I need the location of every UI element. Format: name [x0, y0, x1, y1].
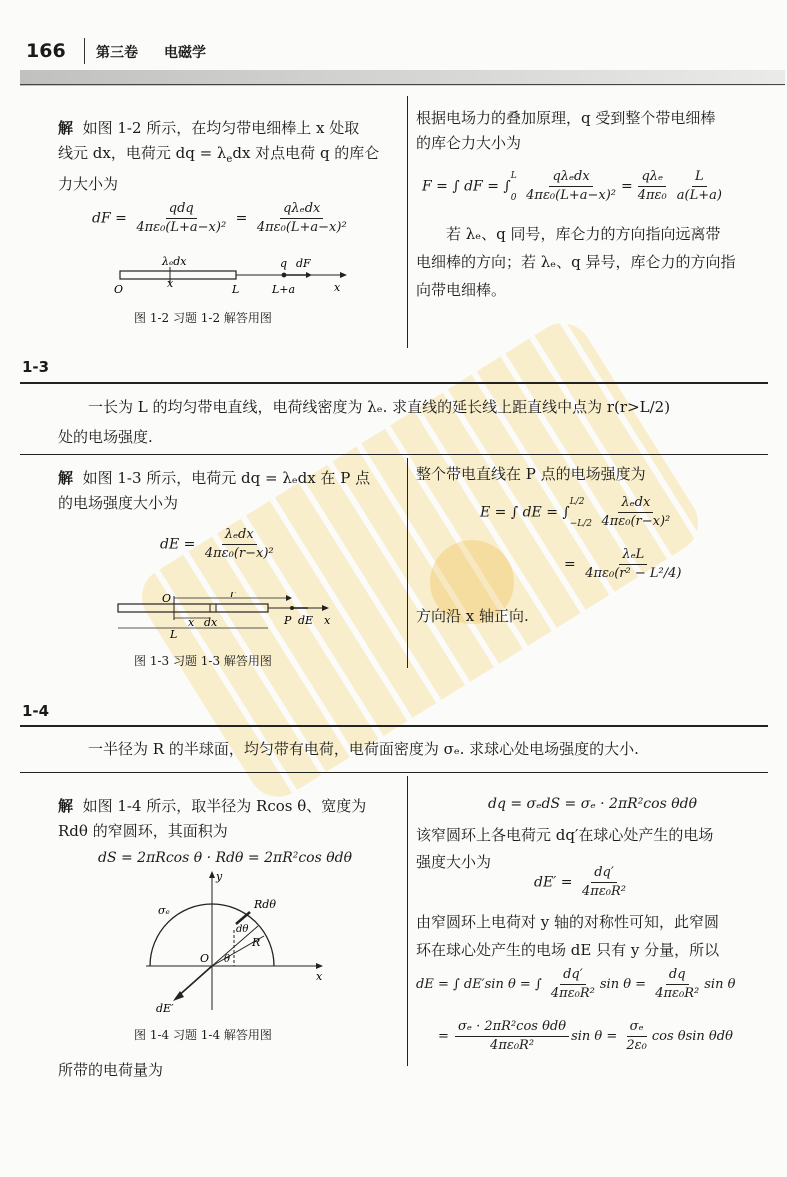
p13-r-f2-den: 4πε₀(r² − L²/4) [585, 566, 682, 581]
s12-r-eq-lhs: F = ∫ dF = ∫ [422, 178, 511, 195]
s12-right-equation: F = ∫ dF = ∫ L 0 $\frac{\text{qλₑdx}}{\text{4πε₀(L+a−x)²}}$ = $\frac{\text{qλₑ}}{\text{4πε₀}}$ $\frac{L}{a(L+a)}$ [422, 168, 727, 205]
s12-caption: 图 1-2 习题 1-2 解答用图 [134, 311, 272, 325]
p14-r-eq4-lhs: = [438, 1029, 449, 1044]
s12-jie-label: 解 [58, 119, 74, 137]
s12-right-para-3: 向带电细棒。 [416, 281, 507, 299]
p13-fig-xaxis: x [324, 614, 331, 627]
p13-r-eq-lhs: E = ∫ dE = ∫ [480, 504, 570, 521]
s12-left-line2-tail: dx 对点电荷 q 的库仑 [232, 144, 380, 162]
p14-right-eq2 [534, 864, 631, 901]
p14-fig-dtheta: dθ [236, 924, 249, 935]
p13-fig-P: P [284, 614, 292, 627]
s12-fig-La: L+a [272, 283, 296, 296]
s12-r-f1-num: qλₑdx [549, 168, 592, 187]
p13-problem-line2: 处的电场强度. [58, 428, 153, 446]
s12-eq-f1-den: 4πε₀(L+a−x)² [136, 220, 227, 235]
s12-r-f3-num: L [692, 168, 707, 187]
p14-area-equation: dS = 2πRcos θ · Rdθ = 2πR²cos θdθ [98, 850, 353, 866]
p14-right-b-1: 由窄圆环上电荷对 y 轴的对称性可知，此窄圆 [416, 913, 720, 931]
p13-right-text: 整个带电直线在 P 点的电场强度为 [416, 465, 646, 483]
p14-rule-bottom [20, 772, 768, 773]
p13-eq-den: 4πε₀(r−x)² [204, 546, 274, 561]
s12-right-para-2: 电细棒的方向；若 λₑ、q 异号，库仑力的方向指 [416, 253, 736, 271]
p14-r-eq2-lhs: dE′ = [534, 874, 573, 891]
s12-r-f2-num: qλₑ [638, 168, 666, 187]
p14-r-eq2-num: dq′ [591, 864, 617, 883]
p14-r-eq3-lhs: dE = ∫ dE′sin θ = ∫ [416, 977, 542, 992]
s12-r-f3-den: a(L+a) [676, 188, 722, 203]
p13-column-divider [407, 458, 408, 668]
p14-r-eq4-f1-den: 4πε₀R² [490, 1038, 535, 1053]
header-underline [20, 84, 785, 85]
s12-left-line1: 如图 1-2 所示，在均匀带电细棒上 x 处取 [82, 119, 360, 137]
p14-r-eq4-mid: sin θ = [571, 1029, 618, 1044]
p13-problem-line1: 一长为 L 的均匀带电直线，电荷线密度为 λₑ. 求直线的延长线上距直线中点为 r(r>L/2) [88, 398, 671, 416]
p14-right-eq3 [416, 966, 735, 1003]
p13-fig-L: L [170, 628, 178, 640]
s12-fig-xaxis: x [334, 281, 341, 294]
p13-problem [58, 392, 768, 452]
p13-figure [112, 592, 342, 640]
s12-right-para [416, 220, 776, 304]
s12-left-line2: 线元 dx，电荷元 dq = λ [58, 144, 227, 162]
s12-figure [110, 255, 350, 301]
p13-r-f1-den: 4πε₀(r−x)² [601, 514, 671, 529]
p14-left-text [58, 794, 403, 844]
p14-left-line2: Rdθ 的窄圆环，其面积为 [58, 822, 228, 840]
p14-problem: 一半径为 R 的半球面，均匀带有电荷，电荷面密度为 σₑ. 求球心处电场强度的大小. [88, 740, 639, 758]
p13-fig-dx: dx [204, 616, 218, 629]
p13-left-line2: 的电场强度大小为 [58, 494, 179, 512]
p13-jie-label: 解 [58, 469, 74, 487]
s12-r-f2-den: 4πε₀ [637, 188, 667, 203]
s12-r-f1-den: 4πε₀(L+a−x)² [526, 188, 616, 203]
p14-figure [140, 870, 340, 1020]
p14-r-eq4-f1-num: σₑ · 2πR²cos θdθ [455, 1018, 569, 1037]
s12-r-lim-lo: 0 [510, 192, 517, 203]
s12-fig-dF: dF [296, 257, 311, 270]
s12-left-text: 解 如图 1-2 所示，在均匀带电细棒上 x 处取 线元 dx，电荷元 dq = $\lambda_edx$ 对点电荷 q 的库仑 力大小为 [58, 116, 403, 197]
p13-right-eq2 [564, 546, 686, 583]
p14-fig-sigma: σₑ [158, 904, 170, 917]
s12-column-divider [407, 96, 408, 348]
p14-right-eq4 [438, 1018, 733, 1055]
s12-equation: dF = $\frac{\text{qdq}}{\text{4πε₀(L+a−x)²}}$ = $\frac{\text{qλₑdx}}{\text{4πε₀(L+a−x)²}}$ [92, 200, 352, 237]
s12-left-line3: 力大小为 [58, 175, 119, 193]
s12-right-line1: 根据电场力的叠加原理，q 受到整个带电细棒 [416, 109, 716, 127]
p14-column-divider [407, 776, 408, 1066]
p13-eq-num: λₑdx [222, 526, 257, 545]
p14-r-eq4-f2-num: σₑ [627, 1018, 647, 1037]
p14-right-a-1: 该窄圆环上各电荷元 dq′在球心处产生的电场 [416, 826, 714, 844]
p14-left-line1: 如图 1-4 所示，取半径为 Rcos θ、宽度为 [82, 797, 367, 815]
p14-r-eq3-tail: sin θ [704, 977, 736, 992]
header-divider [84, 38, 85, 64]
p14-right-a-2: 强度大小为 [416, 853, 492, 871]
s12-right-text [416, 106, 776, 156]
p14-r-eq3-f2-den: 4πε₀R² [655, 986, 700, 1001]
p14-r-eq3-f1-num: dq′ [560, 966, 586, 985]
p14-r-eq2-den: 4πε₀R² [582, 884, 627, 899]
p13-fig-dE: dE [298, 614, 314, 627]
s12-fig-q: q [280, 257, 288, 270]
p14-fig-dEp: dE′ [156, 1002, 174, 1015]
p13-fig-x: x [188, 616, 195, 629]
p14-fig-x: x [316, 970, 323, 983]
p14-number: 1-4 [22, 702, 50, 720]
s12-fig-x: x [167, 277, 174, 290]
page-number: 166 [26, 40, 66, 62]
s12-fig-O: O [114, 283, 124, 296]
p13-r-f1-num: λₑdx [618, 494, 653, 513]
p13-number: 1-3 [22, 358, 50, 376]
s12-r-lim-up: L [510, 170, 517, 181]
p14-fig-y: y [216, 870, 223, 883]
p13-right-tail: 方向沿 x 轴正向. [416, 607, 529, 625]
s12-axis-arrow [340, 272, 347, 278]
p14-r-eq3-mid: sin θ = [599, 977, 647, 992]
p14-right-eq1: dq = σₑdS = σₑ · 2πR²cos θdθ [488, 796, 698, 812]
p14-right-text-b [416, 908, 776, 964]
p14-fig-theta: θ [224, 954, 231, 965]
s12-eq-lhs: dF = [92, 210, 127, 227]
p14-left-tail: 所带的电荷量为 [58, 1061, 164, 1079]
p13-left-line1: 如图 1-3 所示，电荷元 dq = λₑdx 在 P 点 [82, 469, 371, 487]
p14-rule-top [20, 725, 768, 727]
s12-right-para-1: 若 λₑ、q 同号，库仑力的方向指向远离带 [446, 225, 721, 243]
header-subject: 电磁学 [164, 45, 206, 61]
p13-r-lim-lo: −L/2 [569, 518, 592, 529]
p14-r-eq4-tail: cos θsin θdθ [651, 1029, 733, 1044]
p13-rule-top [20, 382, 768, 384]
s12-right-line2: 的库仑力大小为 [416, 134, 522, 152]
p14-fig-Rdtheta: Rdθ [254, 898, 276, 911]
p14-r-eq4-f2-den: 2ε₀ [626, 1038, 647, 1053]
s12-fig-L: L [232, 283, 240, 296]
s12-rod [120, 271, 236, 279]
s12-eq-f2-num: qλₑdx [280, 200, 323, 219]
s12-eq-f2-den: 4πε₀(L+a−x)² [256, 220, 347, 235]
p14-fig-R: R [252, 936, 261, 949]
s12-eq-f1-num: qdq [166, 200, 197, 219]
p14-fig-O: O [200, 952, 210, 965]
p13-r-eq2-lhs: = [564, 556, 576, 573]
p14-jie-label: 解 [58, 797, 74, 815]
p13-left-text [58, 466, 403, 516]
p13-fig-O: O [162, 592, 172, 605]
p13-right-eq1 [480, 494, 675, 531]
p14-r-eq3-f1-den: 4πε₀R² [550, 986, 595, 1001]
p14-caption: 图 1-4 习题 1-4 解答用图 [134, 1028, 272, 1042]
p14-right-b-2: 环在球心处产生的电场 dE 只有 y 分量，所以 [416, 941, 720, 959]
p13-caption: 图 1-3 习题 1-3 解答用图 [134, 654, 272, 668]
p13-eq-lhs: dE = [160, 536, 196, 553]
header-volume: 第三卷 [96, 45, 138, 61]
p13-fig-r: r [230, 592, 236, 600]
p13-rod [118, 604, 268, 612]
p13-r-lim-up: L/2 [569, 496, 585, 507]
s12-fig-ledx: λₑdx [162, 255, 187, 268]
p13-r-f2-num: λₑL [619, 546, 647, 565]
p14-r-eq3-f2-num: dq [666, 966, 689, 985]
p13-equation [160, 526, 279, 563]
p13-rule-bottom [20, 454, 768, 455]
